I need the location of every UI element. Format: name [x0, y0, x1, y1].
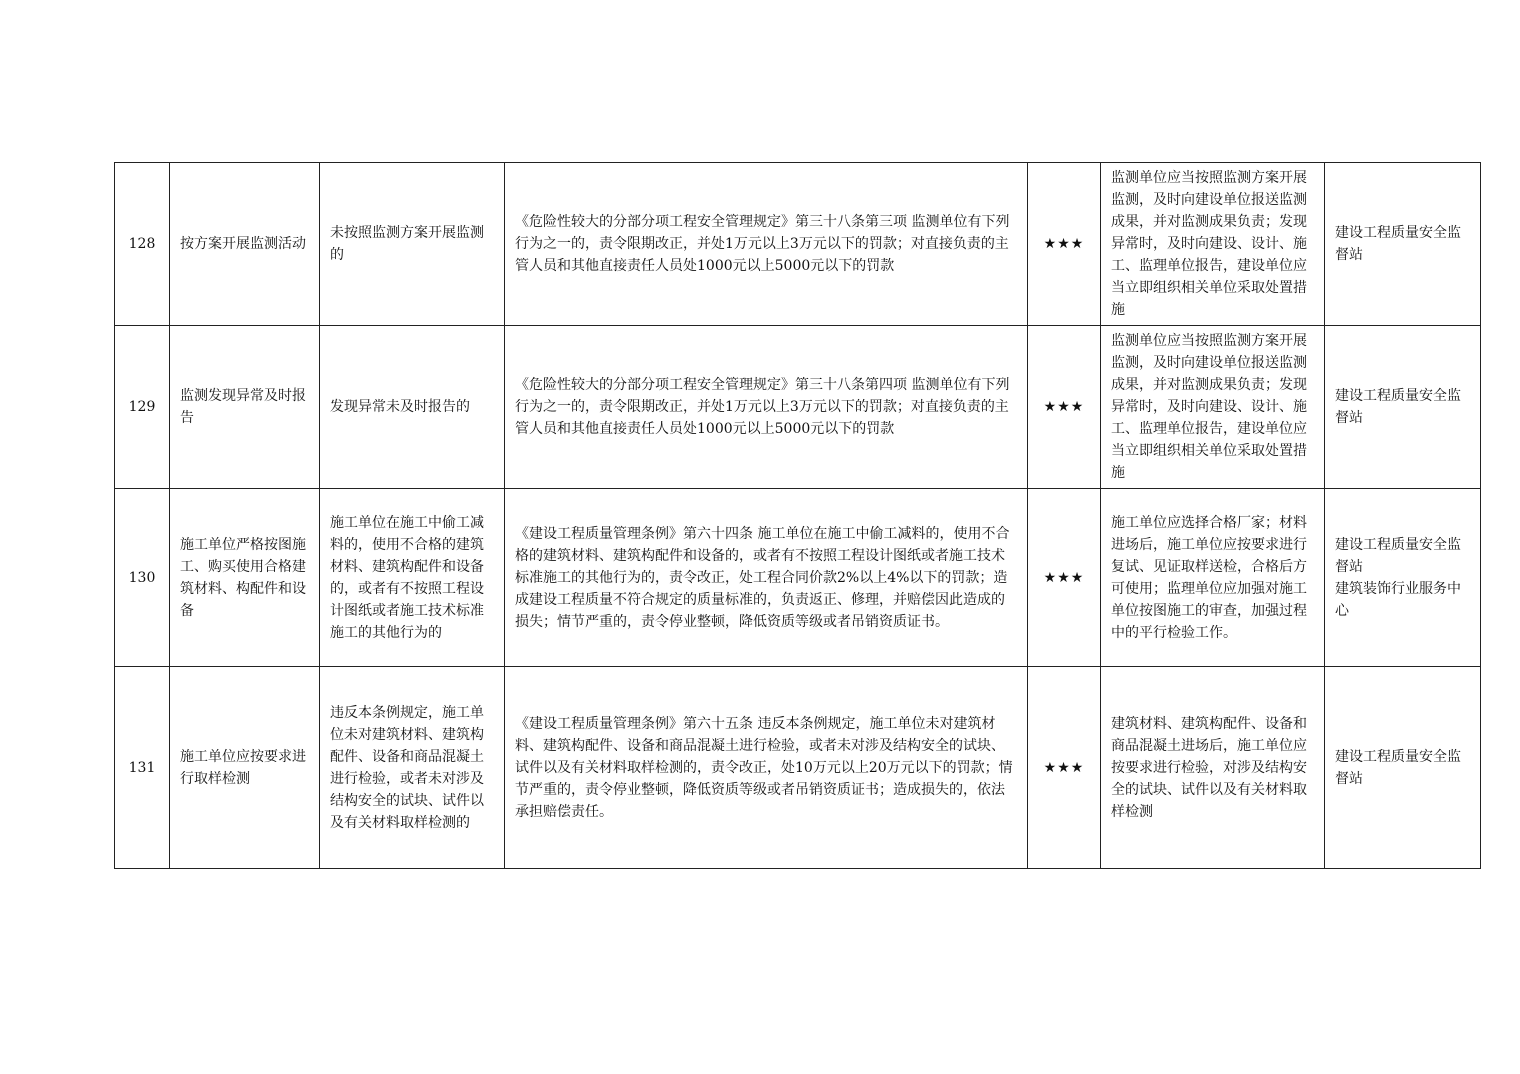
violation-behavior: 违反本条例规定，施工单位未对建筑材料、建筑构配件、设备和商品混凝土进行检验，或者未对涉及结构安全的试块、试件以及有关材料取样检测的 — [320, 667, 505, 869]
risk-level-stars: ★★★ — [1028, 667, 1101, 869]
legal-basis: 《危险性较大的分部分项工程安全管理规定》第三十八条第三项 监测单位有下列行为之一的，责令限期改正，并处1万元以上3万元以下的罚款；对直接负责的主管人员和其他直接责任人员处1000元以上5000元以下的罚款 — [505, 163, 1028, 326]
department-name-secondary: 建筑装饰行业服务中心 — [1335, 580, 1461, 619]
responsible-department — [1325, 489, 1481, 667]
violation-behavior: 发现异常未及时报告的 — [320, 326, 505, 489]
responsible-department — [1325, 163, 1481, 326]
row-number: 131 — [115, 667, 170, 869]
responsible-department — [1325, 326, 1481, 489]
table-row — [115, 667, 1481, 869]
inspection-item: 施工单位严格按图施工、购买使用合格建筑材料、构配件和设备 — [170, 489, 320, 667]
inspection-item: 按方案开展监测活动 — [170, 163, 320, 326]
legal-basis: 《建设工程质量管理条例》第六十四条 施工单位在施工中偷工减料的，使用不合格的建筑材料、建筑构配件和设备的，或者有不按照工程设计图纸或者施工技术标准施工的其他行为的，责令改正，处工程合同价款2%以上4%以下的罚款；造成建设工程质量不符合规定的质量标准的，负责返正、修理，并赔偿因此造成的损失；情节严重的，责令停业整顿，降低资质等级或者吊销资质证书。 — [505, 489, 1028, 667]
row-number: 130 — [115, 489, 170, 667]
department-name: 建设工程质量安全监督站 — [1335, 225, 1461, 263]
guidance-measure: 建筑材料、建筑构配件、设备和商品混凝土进场后，施工单位应按要求进行检验，对涉及结构安全的试块、试件以及有关材料取样检测 — [1101, 667, 1325, 869]
regulation-table — [114, 162, 1481, 869]
responsible-department — [1325, 667, 1481, 869]
table-row — [115, 326, 1481, 489]
legal-basis: 《危险性较大的分部分项工程安全管理规定》第三十八条第四项 监测单位有下列行为之一的，责令限期改正，并处1万元以上3万元以下的罚款；对直接负责的主管人员和其他直接责任人员处1000元以上5000元以下的罚款 — [505, 326, 1028, 489]
row-number: 128 — [115, 163, 170, 326]
risk-level-stars: ★★★ — [1028, 163, 1101, 326]
department-name: 建设工程质量安全监督站 — [1335, 388, 1461, 426]
table-row — [115, 163, 1481, 326]
legal-basis: 《建设工程质量管理条例》第六十五条 违反本条例规定，施工单位未对建筑材料、建筑构配件、设备和商品混凝土进行检验，或者未对涉及结构安全的试块、试件以及有关材料取样检测的，责令改正，处10万元以上20万元以下的罚款；情节严重的，责令停业整顿，降低资质等级或者吊销资质证书；造成损失的，依法承担赔偿责任。 — [505, 667, 1028, 869]
violation-behavior: 施工单位在施工中偷工减料的，使用不合格的建筑材料、建筑构配件和设备的，或者有不按照工程设计图纸或者施工技术标准施工的其他行为的 — [320, 489, 505, 667]
inspection-item: 监测发现异常及时报告 — [170, 326, 320, 489]
row-number: 129 — [115, 326, 170, 489]
violation-behavior: 未按照监测方案开展监测的 — [320, 163, 505, 326]
guidance-measure: 监测单位应当按照监测方案开展监测，及时向建设单位报送监测成果，并对监测成果负责；发现异常时，及时向建设、设计、施工、监理单位报告，建设单位应当立即组织相关单位采取处置措施 — [1101, 163, 1325, 326]
risk-level-stars: ★★★ — [1028, 326, 1101, 489]
inspection-item: 施工单位应按要求进行取样检测 — [170, 667, 320, 869]
risk-level-stars: ★★★ — [1028, 489, 1101, 667]
guidance-measure: 施工单位应选择合格厂家；材料进场后，施工单位应按要求进行复试、见证取样送检，合格后方可使用；监理单位应加强对施工单位按图施工的审查，加强过程中的平行检验工作。 — [1101, 489, 1325, 667]
department-name: 建设工程质量安全监督站 — [1335, 748, 1461, 787]
table-row — [115, 489, 1481, 667]
department-name: 建设工程质量安全监督站 — [1335, 536, 1461, 575]
guidance-measure: 监测单位应当按照监测方案开展监测，及时向建设单位报送监测成果，并对监测成果负责；发现异常时，及时向建设、设计、施工、监理单位报告，建设单位应当立即组织相关单位采取处置措施 — [1101, 326, 1325, 489]
